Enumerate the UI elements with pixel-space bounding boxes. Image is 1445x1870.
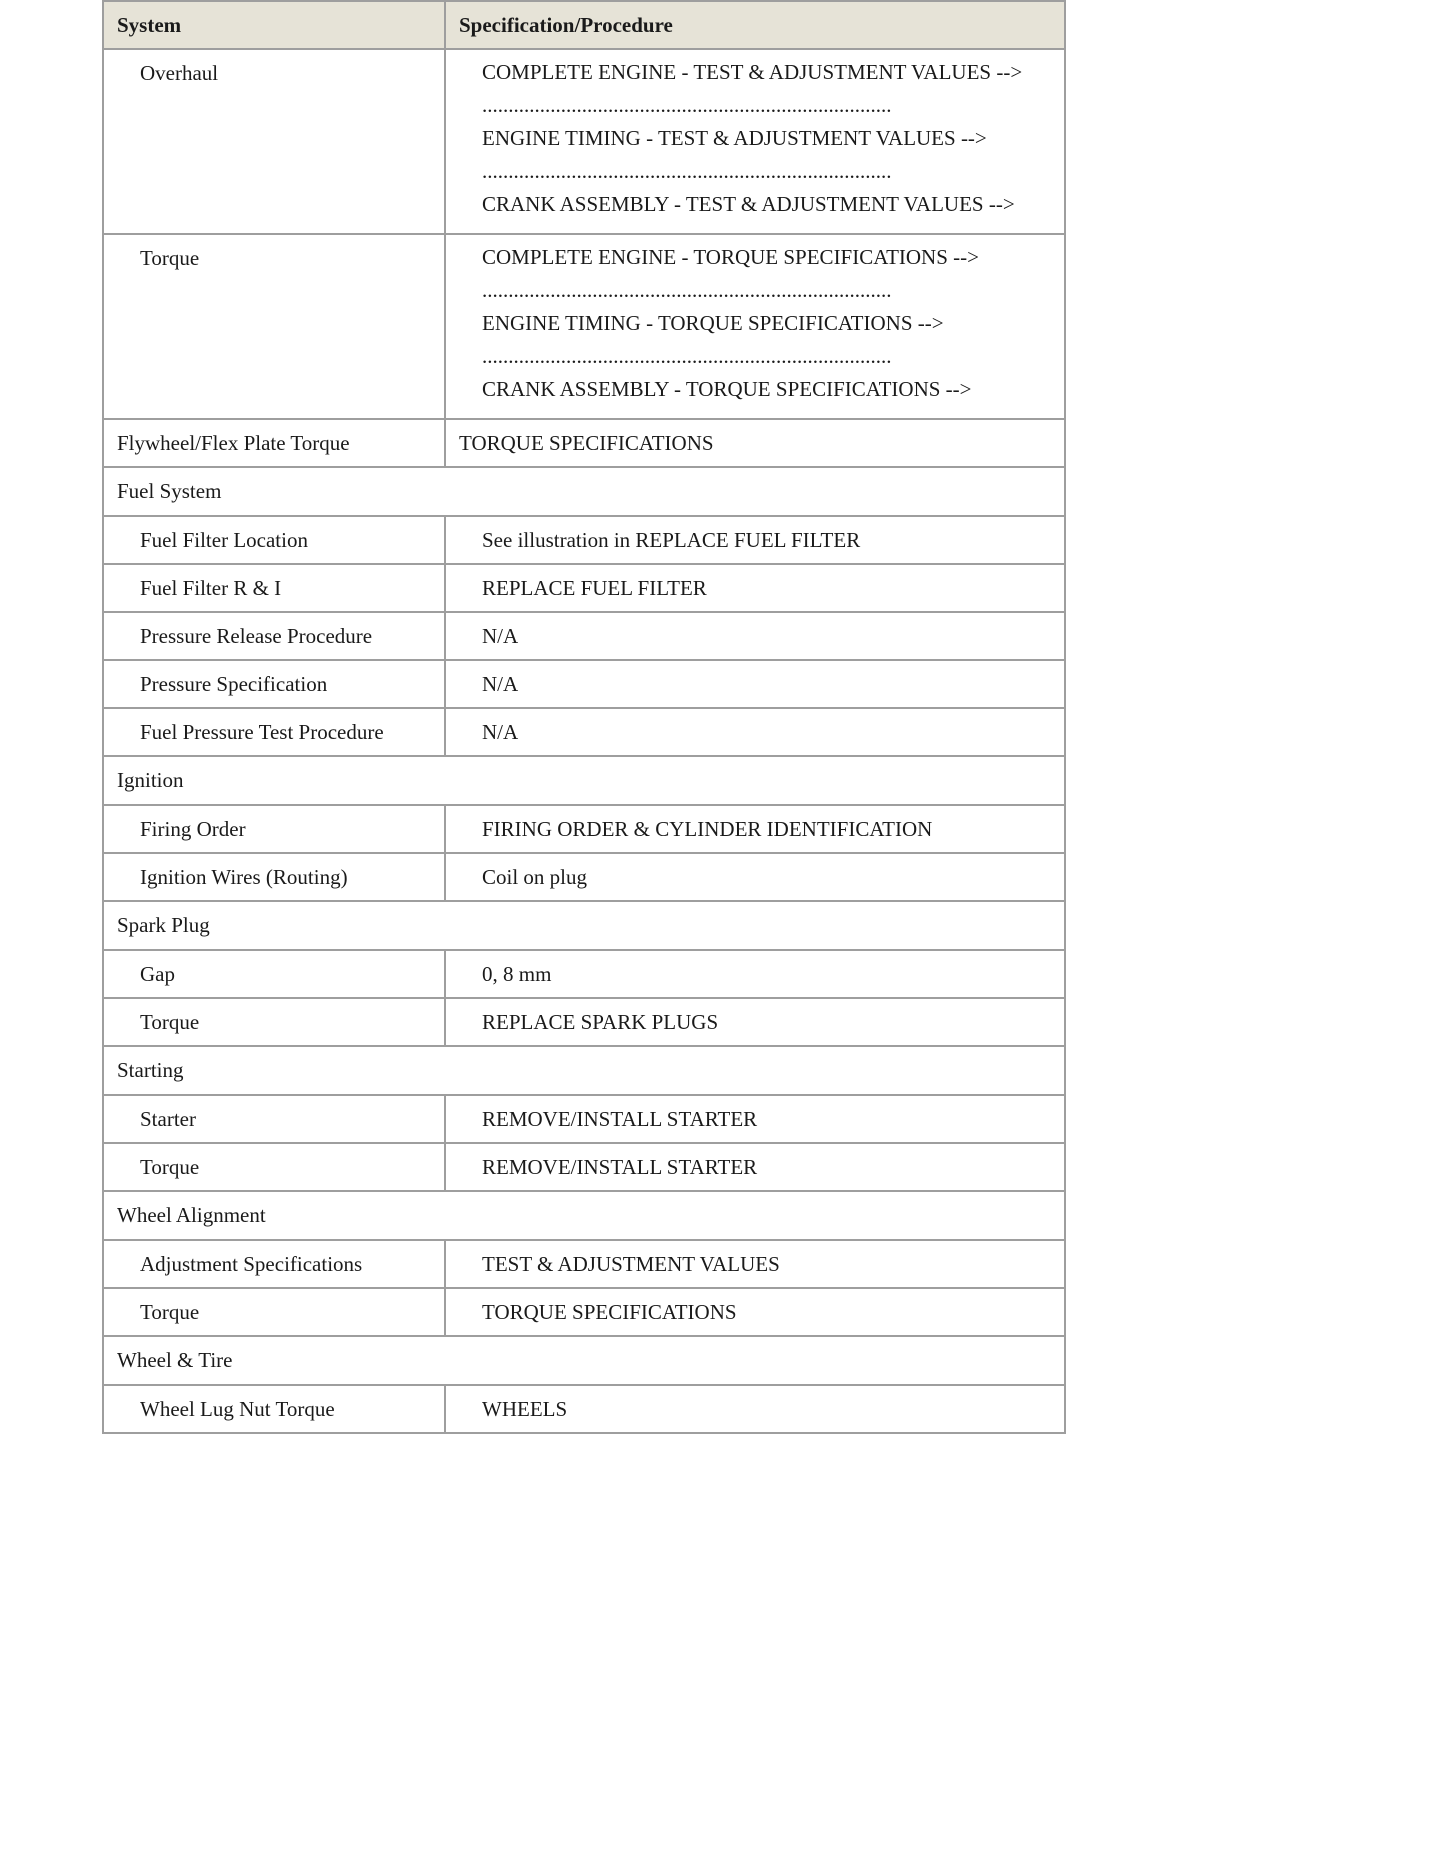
section-row bbox=[103, 901, 1065, 950]
dot-leader: .............................................................................. bbox=[482, 278, 892, 302]
row-label: Fuel Pressure Test Procedure bbox=[103, 708, 445, 756]
spec-link[interactable]: ENGINE TIMING - TORQUE SPECIFICATIONS --> bbox=[482, 311, 944, 335]
table-row bbox=[103, 1288, 1065, 1336]
section-row bbox=[103, 1336, 1065, 1385]
row-label: Starter bbox=[103, 1095, 445, 1143]
spec-link[interactable]: TORQUE SPECIFICATIONS bbox=[445, 1288, 1065, 1336]
section-spark-plug: Spark Plug bbox=[103, 901, 1065, 950]
row-value: N/A bbox=[445, 708, 1065, 756]
row-label: Pressure Specification bbox=[103, 660, 445, 708]
row-label: Fuel Filter R & I bbox=[103, 564, 445, 612]
table-row bbox=[103, 853, 1065, 901]
table-row bbox=[103, 998, 1065, 1046]
section-row bbox=[103, 1046, 1065, 1095]
row-value: 0, 8 mm bbox=[445, 950, 1065, 998]
spec-link[interactable]: ENGINE TIMING - TEST & ADJUSTMENT VALUES --> bbox=[482, 126, 987, 150]
row-label: Firing Order bbox=[103, 805, 445, 853]
section-fuel-system: Fuel System bbox=[103, 467, 1065, 516]
row-label: Torque bbox=[103, 234, 445, 419]
header-system: System bbox=[103, 1, 445, 49]
table-row bbox=[103, 950, 1065, 998]
table-row bbox=[103, 612, 1065, 660]
table-row bbox=[103, 516, 1065, 564]
table-row bbox=[103, 1095, 1065, 1143]
section-row bbox=[103, 1191, 1065, 1240]
spec-link[interactable]: COMPLETE ENGINE - TORQUE SPECIFICATIONS --> bbox=[482, 245, 979, 269]
spec-link[interactable]: WHEELS bbox=[445, 1385, 1065, 1433]
row-label: Fuel Filter Location bbox=[103, 516, 445, 564]
spec-link[interactable]: TORQUE SPECIFICATIONS bbox=[445, 419, 1065, 467]
table-row bbox=[103, 708, 1065, 756]
table-row bbox=[103, 234, 1065, 419]
spec-link[interactable]: COMPLETE ENGINE - TEST & ADJUSTMENT VALUES --> bbox=[482, 60, 1023, 84]
spec-table bbox=[102, 0, 1066, 1434]
spec-link[interactable]: See illustration in REPLACE FUEL FILTER bbox=[445, 516, 1065, 564]
row-label: Torque bbox=[103, 998, 445, 1046]
section-wheel-tire: Wheel & Tire bbox=[103, 1336, 1065, 1385]
row-value: N/A bbox=[445, 612, 1065, 660]
section-row bbox=[103, 756, 1065, 805]
row-value: N/A bbox=[445, 660, 1065, 708]
spec-link[interactable]: CRANK ASSEMBLY - TORQUE SPECIFICATIONS --> bbox=[482, 377, 972, 401]
section-starting: Starting bbox=[103, 1046, 1065, 1095]
row-label: Torque bbox=[103, 1143, 445, 1191]
section-ignition: Ignition bbox=[103, 756, 1065, 805]
row-label: Flywheel/Flex Plate Torque bbox=[103, 419, 445, 467]
table-header-row bbox=[103, 1, 1065, 49]
row-label: Pressure Release Procedure bbox=[103, 612, 445, 660]
spec-link[interactable]: TEST & ADJUSTMENT VALUES bbox=[445, 1240, 1065, 1288]
spec-link[interactable]: REPLACE SPARK PLUGS bbox=[445, 998, 1065, 1046]
spec-link[interactable]: REMOVE/INSTALL STARTER bbox=[445, 1143, 1065, 1191]
row-value: Coil on plug bbox=[445, 853, 1065, 901]
spec-link[interactable]: CRANK ASSEMBLY - TEST & ADJUSTMENT VALUES --> bbox=[482, 192, 1015, 216]
row-label: Adjustment Specifications bbox=[103, 1240, 445, 1288]
row-label: Wheel Lug Nut Torque bbox=[103, 1385, 445, 1433]
table-row bbox=[103, 564, 1065, 612]
row-spec bbox=[445, 234, 1065, 419]
table-row bbox=[103, 1143, 1065, 1191]
table-row bbox=[103, 805, 1065, 853]
table-row bbox=[103, 419, 1065, 467]
table-row bbox=[103, 1240, 1065, 1288]
section-wheel-alignment: Wheel Alignment bbox=[103, 1191, 1065, 1240]
header-spec: Specification/Procedure bbox=[445, 1, 1065, 49]
spec-link[interactable]: REPLACE FUEL FILTER bbox=[445, 564, 1065, 612]
table-row bbox=[103, 49, 1065, 234]
dot-leader: .............................................................................. bbox=[482, 344, 892, 368]
dot-leader: .............................................................................. bbox=[482, 93, 892, 117]
row-label: Overhaul bbox=[103, 49, 445, 234]
row-label: Torque bbox=[103, 1288, 445, 1336]
table-row bbox=[103, 660, 1065, 708]
spec-link[interactable]: FIRING ORDER & CYLINDER IDENTIFICATION bbox=[445, 805, 1065, 853]
row-spec bbox=[445, 49, 1065, 234]
row-label: Gap bbox=[103, 950, 445, 998]
spec-link[interactable]: REMOVE/INSTALL STARTER bbox=[445, 1095, 1065, 1143]
dot-leader: .............................................................................. bbox=[482, 159, 892, 183]
row-label: Ignition Wires (Routing) bbox=[103, 853, 445, 901]
section-row bbox=[103, 467, 1065, 516]
table-row bbox=[103, 1385, 1065, 1433]
